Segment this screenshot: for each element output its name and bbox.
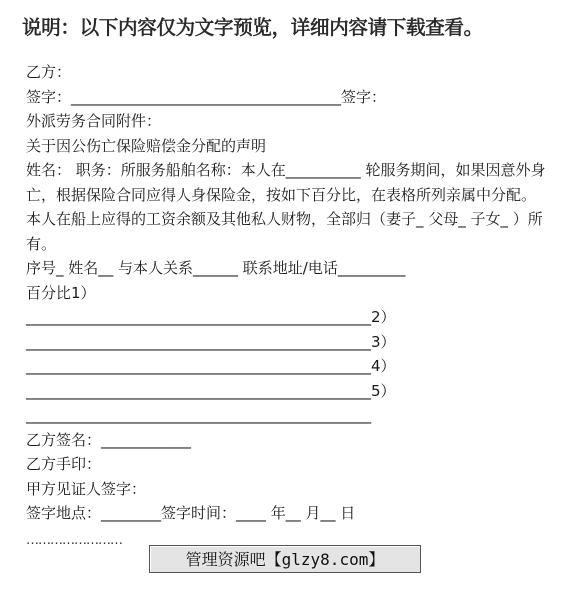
blank-row: ______________________________________________2） [26,308,396,326]
party-b-sign: 乙方签名：____________ [26,430,192,449]
ellipsis: …………………… [26,533,122,548]
blank-row: ______________________________________________3） [26,332,396,351]
blank-row: ______________________________________________5） [26,381,396,400]
download-link-button[interactable]: 管理资源吧【glzy8.com】 [149,545,421,573]
party-b-thumbprint: 乙方手印： [26,455,102,473]
party-b-label: 乙方： [26,63,72,81]
document-body [26,60,546,526]
blank-row: ______________________________________________ [26,406,371,424]
attachment-title: 外派劳务合同附件： [26,112,162,130]
blank-row: ______________________________________________4） [26,357,396,375]
preview-notice: 说明：以下内容仅为文字预览，详细内容请下载查看。 [22,16,483,39]
party-a-witness: 甲方见证人签字： [26,479,147,498]
body-paragraph: 姓名： 职务：所服务船舶名称：本人在__________ 轮服务期间，如果因意外身亡，根据保险合同应得人身保险金，按如下百分比，在表格所列亲属中分配。本人在船上应得的工资余额及其他私人财物，全部归（妻子_ 父母_ 子女_ ）所有。 [26,161,546,253]
table-header: 序号_ 姓名__ 与本人关系______ 联系地址/电话_________ [26,259,406,277]
sign-place-time: 签字地点：________签字时间：____ 年__ 月__ 日 [26,504,356,522]
signature-line: 签字：____________________________________签字： [26,87,387,106]
statement-title: 关于因公伤亡保险赔偿金分配的声明 [26,136,267,155]
percentage-label: 百分比1） [26,283,96,302]
